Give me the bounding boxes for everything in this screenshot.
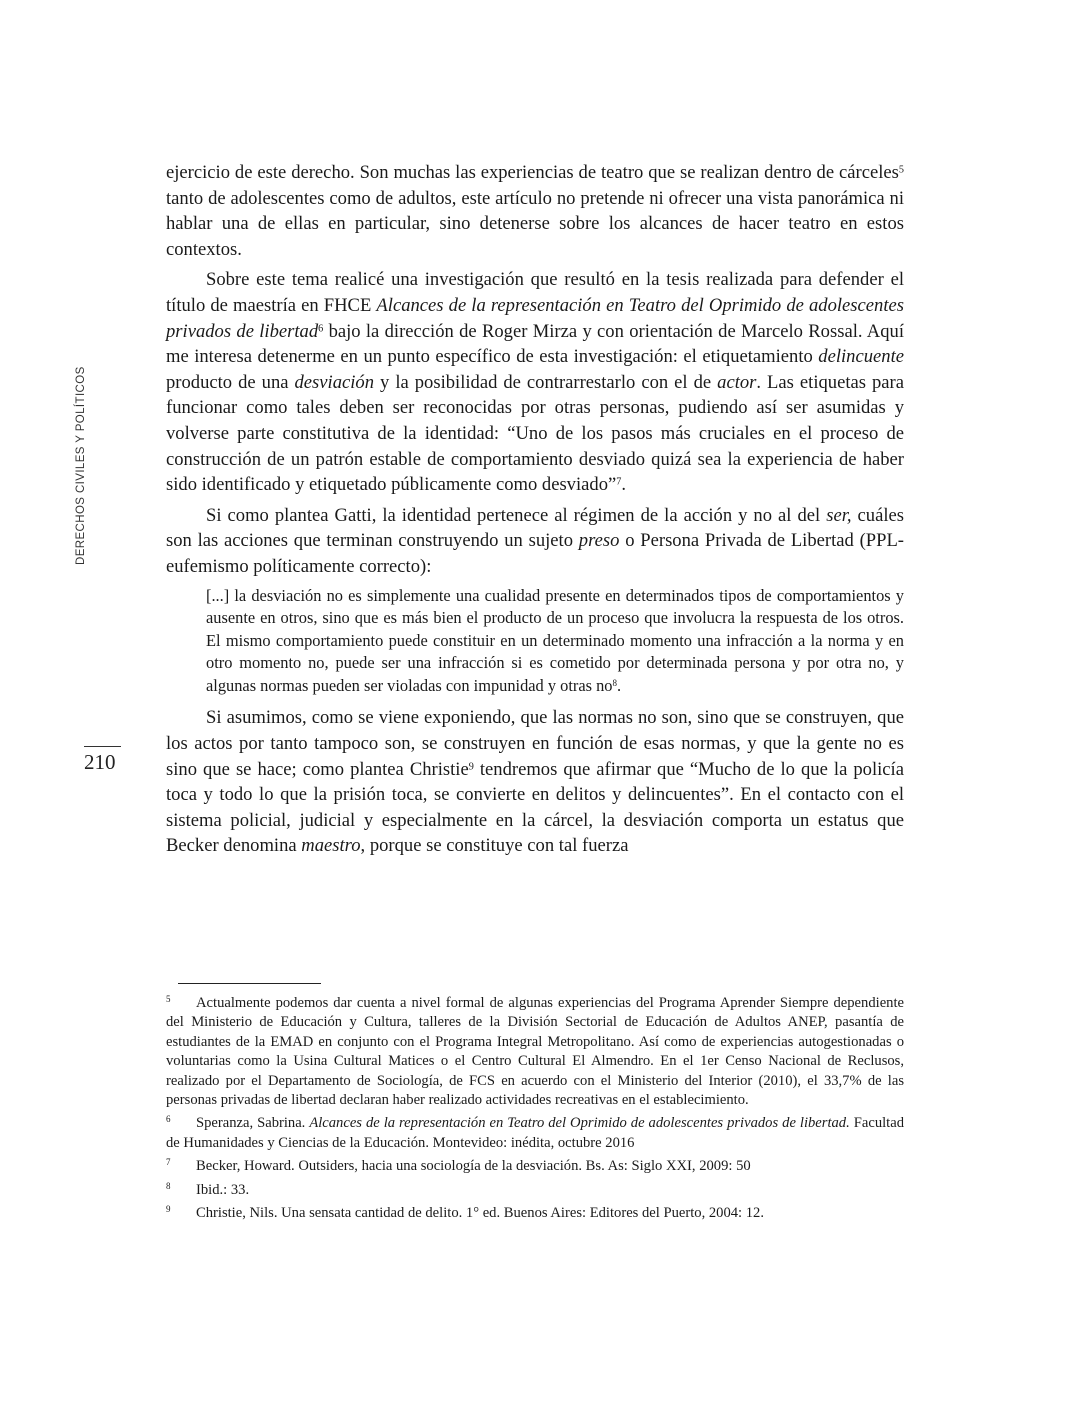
footnote-separator bbox=[178, 983, 321, 984]
paragraph-text: Si como plantea Gatti, la identidad pertenece al régimen de la acción y no al del bbox=[206, 504, 827, 526]
footnote-number: 6 bbox=[166, 1114, 171, 1125]
footnote-ref-8[interactable]: 8 bbox=[612, 677, 617, 688]
footnote-ref-5[interactable]: 5 bbox=[898, 164, 904, 176]
paragraph-text: tanto de adolescentes como de adultos, este artículo no pretende ni ofrecer una vista panorámica ni hablar una de ellas en particular, sino detenerse sobre los alcances de hacer teatro en estos contextos. bbox=[166, 187, 904, 260]
footnote-title: Alcances de la representación en Teatro del Oprimido de adolescentes privados de libertad. bbox=[309, 1115, 850, 1132]
paragraph-text: , porque se constituye con tal fuerza bbox=[360, 835, 629, 857]
footnote-number: 7 bbox=[166, 1157, 171, 1168]
footnote-text: Facultad de Humanidades y Ciencias de la Educación. Montevideo: inédita, octubre 2016 bbox=[166, 1115, 904, 1151]
footnote-text: Actualmente podemos dar cuenta a nivel formal de algunas experiencias del Programa Aprender Siempre dependiente del Ministerio de Educación y Cultura, talleres de la División Sectorial de Educación de Adultos ANEP, pasantía de estudiantes de la EMAD en conjunto con el Programa Integral Metropolitano. Así como de experiencias autogestionadas o voluntarias como la Usina Cultural Matices o el Centro Cultural El Almendro. En el 1er Censo Nacional de Reclusos, realizado por el Departamento de Sociología, de FCS en acuerdo con el Ministerio del Interior (2010), el 33,7% de las personas privadas de libertad declaran haber realizado actividades recreativas en el establecimiento. bbox=[166, 995, 904, 1109]
quote-text: . bbox=[617, 675, 622, 695]
footnote-9 bbox=[166, 1200, 904, 1223]
footnote-text: Speranza, Sabrina. bbox=[196, 1115, 310, 1132]
footnote-6 bbox=[166, 1110, 904, 1153]
paragraph-text: o Persona Privada de Libertad (PPL- eufemismo políticamente correcto): bbox=[166, 530, 904, 577]
paragraph-2 bbox=[166, 267, 904, 497]
footnote-text: Ibid.: 33. bbox=[196, 1181, 250, 1198]
paragraph-text: y la posibilidad de contrarrestarlo con el de bbox=[374, 371, 718, 393]
footnote-5 bbox=[166, 990, 904, 1110]
quote-text: [...] la desviación no es simplemente una cualidad presente en determinados tipos de comportamientos y ausente en otros, sino que es más bien el producto de un proceso que involucra la respuesta de los otros. El mismo comportamiento puede constituir en un determinado momento una infracción a la norma y en otro momento no, puede ser una infracción si es cometido por determinada persona y por otra no, y algunas normas pueden ser violadas con impunidad y otras no bbox=[206, 585, 904, 695]
emphasis: actor bbox=[717, 371, 757, 393]
running-section-title: DERECHOS CIVILES Y POLÍTICOS bbox=[75, 366, 87, 565]
footnotes bbox=[166, 990, 904, 1223]
footnote-8 bbox=[166, 1177, 904, 1200]
paragraph-3 bbox=[166, 503, 904, 580]
paragraph-text: Sobre este tema realicé una investigación que resultó en la tesis realizada para defender el título de maestría en FHCE bbox=[166, 269, 904, 316]
page-number: 210 bbox=[84, 750, 116, 774]
footnote-text: Becker, Howard. Outsiders, hacia una sociología de la desviación. Bs. As: Siglo XXI, 2009: 50 bbox=[196, 1158, 751, 1175]
paragraph-text: Si asumimos, como se viene exponiendo, que las normas no son, sino que se construyen, que los actos por tanto tampoco son, se construyen en función de esas normas, y que la gente no es sino que se hace; como plantea Christie bbox=[166, 707, 904, 780]
footnote-ref-9[interactable]: 9 bbox=[468, 761, 474, 773]
paragraph-text: cuáles son las acciones que terminan construyendo un sujeto bbox=[166, 504, 904, 552]
page-number-rule bbox=[84, 746, 121, 747]
main-text bbox=[166, 160, 904, 864]
footnote-7 bbox=[166, 1153, 904, 1176]
paragraph-text: . Las etiquetas para funcionar como tales deben ser reconocidas por otras personas, pudiendo así ser asumidas y volverse parte constitutiva de la identidad: “Uno de los pasos más cruciales en el proceso de construcción de un patrón estable de comportamiento desviado quizá sea la experiencia de haber sido identificado y etiquetado públicamente como desviado” bbox=[166, 371, 904, 496]
emphasis: preso bbox=[578, 530, 620, 552]
footnote-number: 5 bbox=[166, 994, 171, 1004]
emphasis: ser, bbox=[826, 504, 852, 526]
paragraph-text: ejercicio de este derecho. Son muchas las experiencias de teatro que se realizan dentro de cárceles bbox=[166, 162, 899, 183]
paragraph-text: producto de una bbox=[166, 371, 295, 393]
paragraph-text: bajo la dirección de Roger Mirza y con orientación de Marcelo Rossal. Aquí me interesa detenerme en un punto específico de esta investigación: el etiquetamiento bbox=[166, 320, 904, 368]
paragraph-text: tendremos que afirmar que “Mucho de lo que la policía toca y todo lo que la prisión toca, se convierte en delitos y delincuentes”. En el contacto con el sistema policial, judicial y especialmente en la cárcel, la desviación comporta un estatus que Becker denomina bbox=[166, 758, 904, 857]
thesis-title: Alcances de la representación en Teatro del Oprimido de adolescentes privados de libertad bbox=[166, 294, 904, 342]
footnote-number: 9 bbox=[166, 1204, 171, 1215]
paragraph-text: . bbox=[621, 474, 627, 496]
footnote-ref-6[interactable]: 6 bbox=[318, 322, 324, 334]
paragraph-1 bbox=[166, 160, 904, 262]
block-quote bbox=[206, 585, 904, 698]
footnote-number: 8 bbox=[166, 1180, 171, 1191]
emphasis: maestro bbox=[301, 835, 361, 857]
emphasis: desviación bbox=[294, 371, 375, 393]
paragraph-4 bbox=[166, 705, 904, 859]
footnote-text: Christie, Nils. Una sensata cantidad de delito. 1° ed. Buenos Aires: Editores del Puerto, 2004: 12. bbox=[196, 1205, 765, 1222]
emphasis: delincuente bbox=[818, 346, 904, 368]
footnote-ref-7[interactable]: 7 bbox=[616, 476, 622, 488]
